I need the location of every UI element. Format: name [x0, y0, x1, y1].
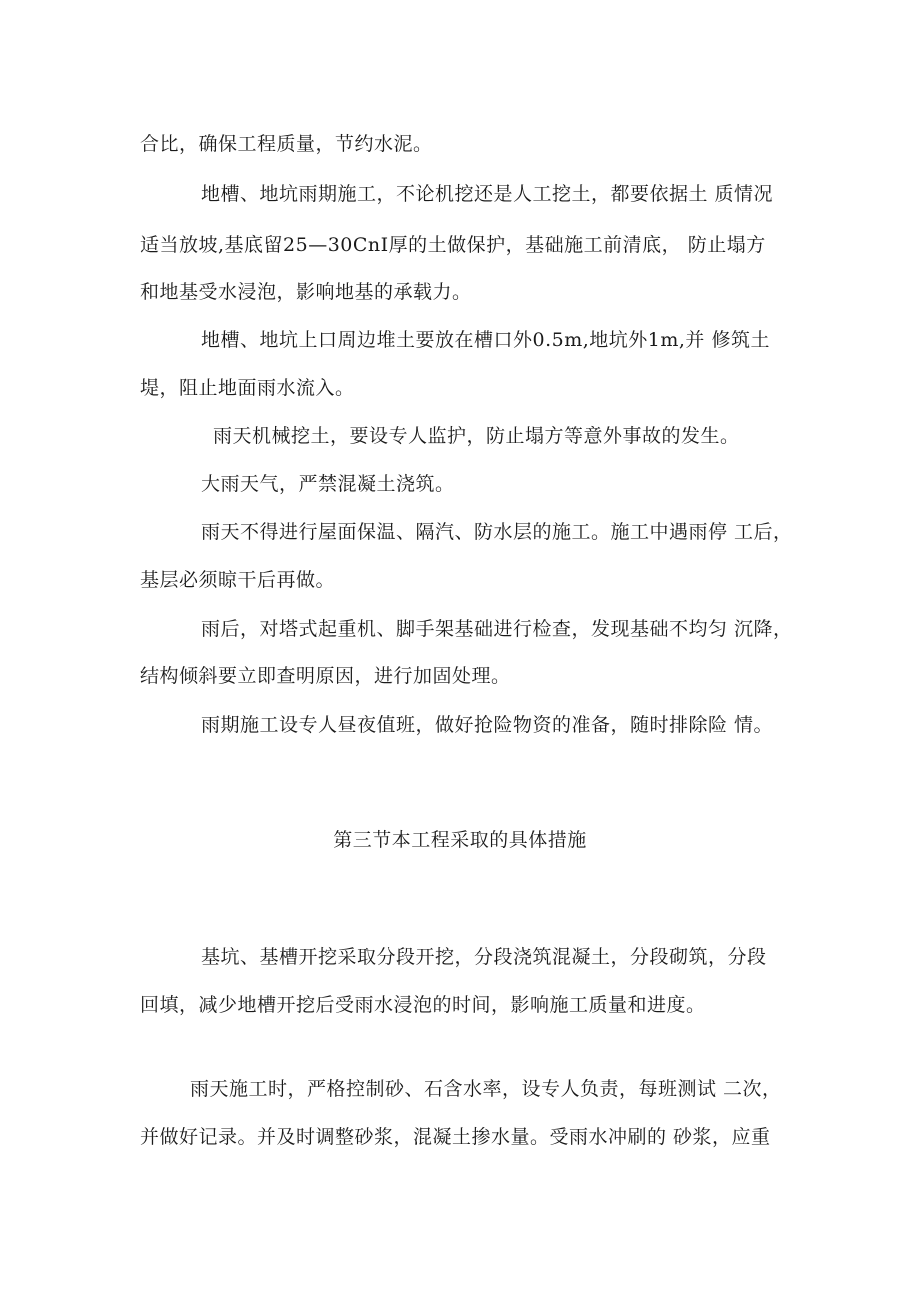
paragraph-duty-shift: 雨期施工设专人昼夜值班，做好抢险物资的准备，随时排除险 情。	[201, 714, 774, 736]
paragraph-roof-work-line-1: 雨天不得进行屋面保温、隔汽、防水层的施工。施工中遇雨停 工后，	[201, 521, 793, 543]
paragraph-heavy-rain: 大雨天气，严禁混凝土浇筑。	[201, 473, 455, 495]
paragraph-moisture-control-line-1: 雨天施工时，严格控制砂、石含水率，设专人负责，每班测试 二次，	[190, 1078, 782, 1100]
paragraph-spoil-pile-line-1: 地槽、地坑上口周边堆土要放在槽口外0.5m,地坑外1m,并 修筑土	[201, 329, 770, 351]
paragraph-continuation: 合比，确保工程质量，节约水泥。	[140, 133, 433, 155]
paragraph-mechanical-excavation: 雨天机械挖土，要设专人监护，防止塌方等意外事故的发生。	[213, 425, 740, 447]
paragraph-staged-excavation-line-2: 回填，减少地槽开挖后受雨水浸泡的时间，影响施工质量和进度。	[140, 994, 706, 1016]
paragraph-foundation-trench-line-3: 和地基受水浸泡，影响地基的承载力。	[140, 281, 472, 303]
paragraph-moisture-control-line-2: 并做好记录。并及时调整砂浆，混凝土掺水量。受雨水冲刷的 砂浆，应重	[140, 1126, 771, 1148]
paragraph-roof-work-line-2: 基层必须晾干后再做。	[140, 569, 336, 591]
paragraph-spoil-pile-line-2: 堤，阻止地面雨水流入。	[140, 377, 355, 399]
paragraph-foundation-trench-line-2: 适当放坡,基底留25—30CnI厚的土做保护，基础施工前清底， 防止塌方	[140, 234, 766, 256]
paragraph-crane-check-line-1: 雨后，对塔式起重机、脚手架基础进行检查，发现基础不均匀 沉降，	[201, 618, 793, 640]
paragraph-crane-check-line-2: 结构倾斜要立即查明原因，进行加固处理。	[140, 665, 511, 687]
paragraph-staged-excavation-line-1: 基坑、基槽开挖采取分段开挖，分段浇筑混凝土，分段砌筑，分段	[201, 946, 767, 968]
section-heading: 第三节本工程采取的具体措施	[333, 829, 587, 851]
paragraph-foundation-trench-line-1: 地槽、地坑雨期施工，不论机挖还是人工挖土，都要依据土 质情况	[201, 183, 774, 205]
